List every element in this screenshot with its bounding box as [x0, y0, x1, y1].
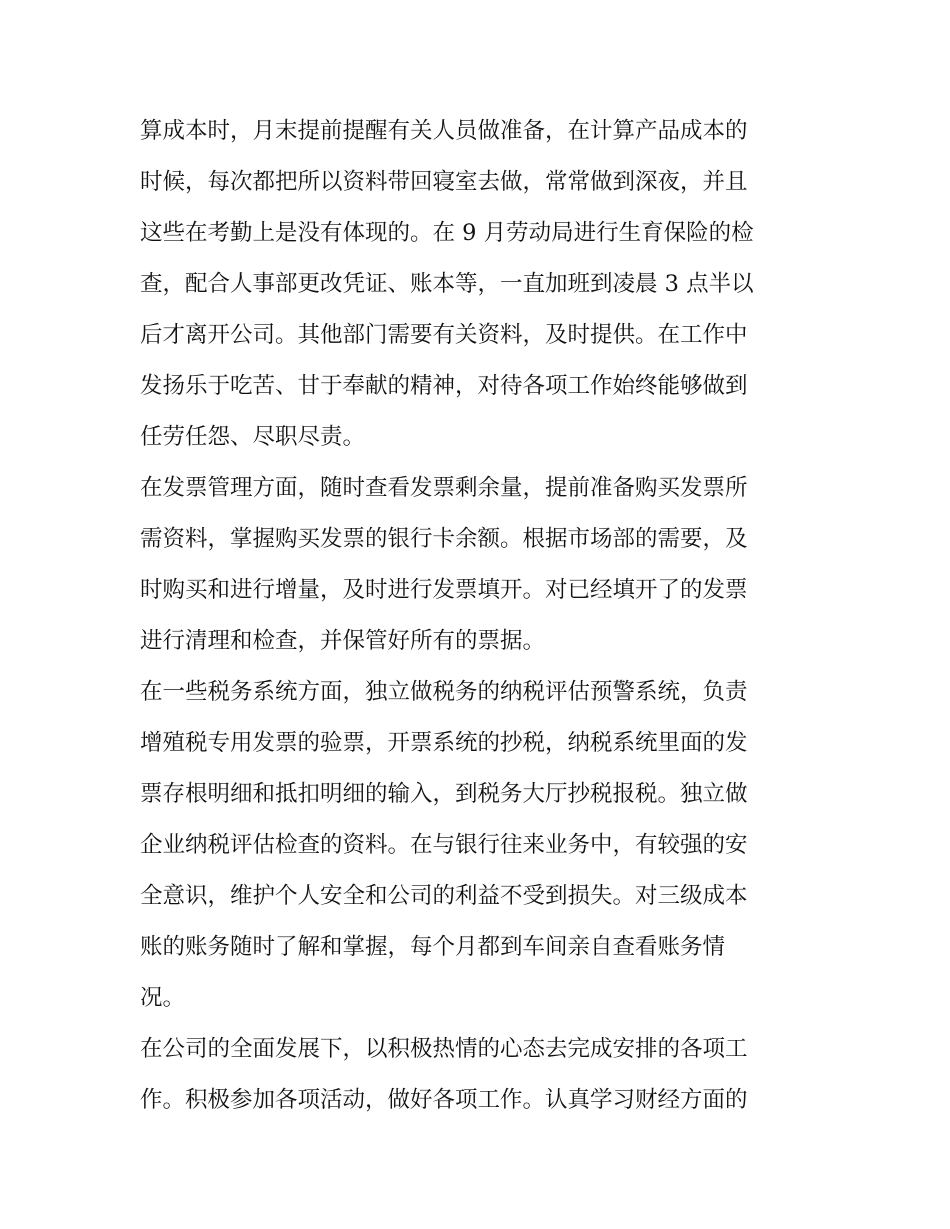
- paragraph-work-overtime: [140, 106, 815, 463]
- paragraph-invoice-management: [140, 463, 815, 667]
- text-line: 在一些税务系统方面，独立做税务的纳税评估预警系统，负责: [140, 679, 748, 705]
- text-line: 作。积极参加各项活动，做好各项工作。认真学习财经方面的: [140, 1087, 748, 1113]
- text-line: 票存根明细和抵扣明细的输入，到税务大厅抄税报税。独立做: [140, 781, 748, 807]
- text-line: 时购买和进行增量，及时进行发票填开。对已经填开了的发票: [140, 577, 748, 603]
- text-line: 企业纳税评估检查的资料。在与银行往来业务中，有较强的安: [140, 832, 748, 858]
- text-line: 后才离开公司。其他部门需要有关资料，及时提供。在工作中: [140, 322, 748, 348]
- text-line: 任劳任怨、尽职尽责。: [140, 424, 366, 450]
- document-body: [140, 106, 815, 1126]
- text-line: 时候，每次都把所以资料带回寝室去做，常常做到深夜，并且: [140, 169, 748, 195]
- text-line: 全意识，维护个人安全和公司的利益不受到损失。对三级成本: [140, 883, 748, 909]
- text-line: 在公司的全面发展下，以积极热情的心态去完成安排的各项工: [140, 1036, 748, 1062]
- text-line: 进行清理和检查，并保管好所有的票据。: [140, 628, 546, 654]
- paragraph-company-development: [140, 1024, 815, 1126]
- text-line: 这些在考勤上是没有体现的。在 9 月劳动局进行生育保险的检: [140, 220, 754, 246]
- text-line: 况。: [140, 985, 186, 1011]
- text-line: 在发票管理方面，随时查看发票剩余量，提前准备购买发票所: [140, 475, 748, 501]
- text-line: 查，配合人事部更改凭证、账本等，一直加班到凌晨 3 点半以: [140, 271, 754, 297]
- text-line: 账的账务随时了解和掌握，每个月都到车间亲自查看账务情: [140, 934, 726, 960]
- text-line: 增殖税专用发票的验票，开票系统的抄税，纳税系统里面的发: [140, 730, 748, 756]
- text-line: 发扬乐于吃苦、甘于奉献的精神，对待各项工作始终能够做到: [140, 373, 748, 399]
- text-line: 算成本时，月末提前提醒有关人员做准备，在计算产品成本的: [140, 118, 748, 144]
- text-line: 需资料，掌握购买发票的银行卡余额。根据市场部的需要，及: [140, 526, 748, 552]
- paragraph-tax-system: [140, 667, 815, 1024]
